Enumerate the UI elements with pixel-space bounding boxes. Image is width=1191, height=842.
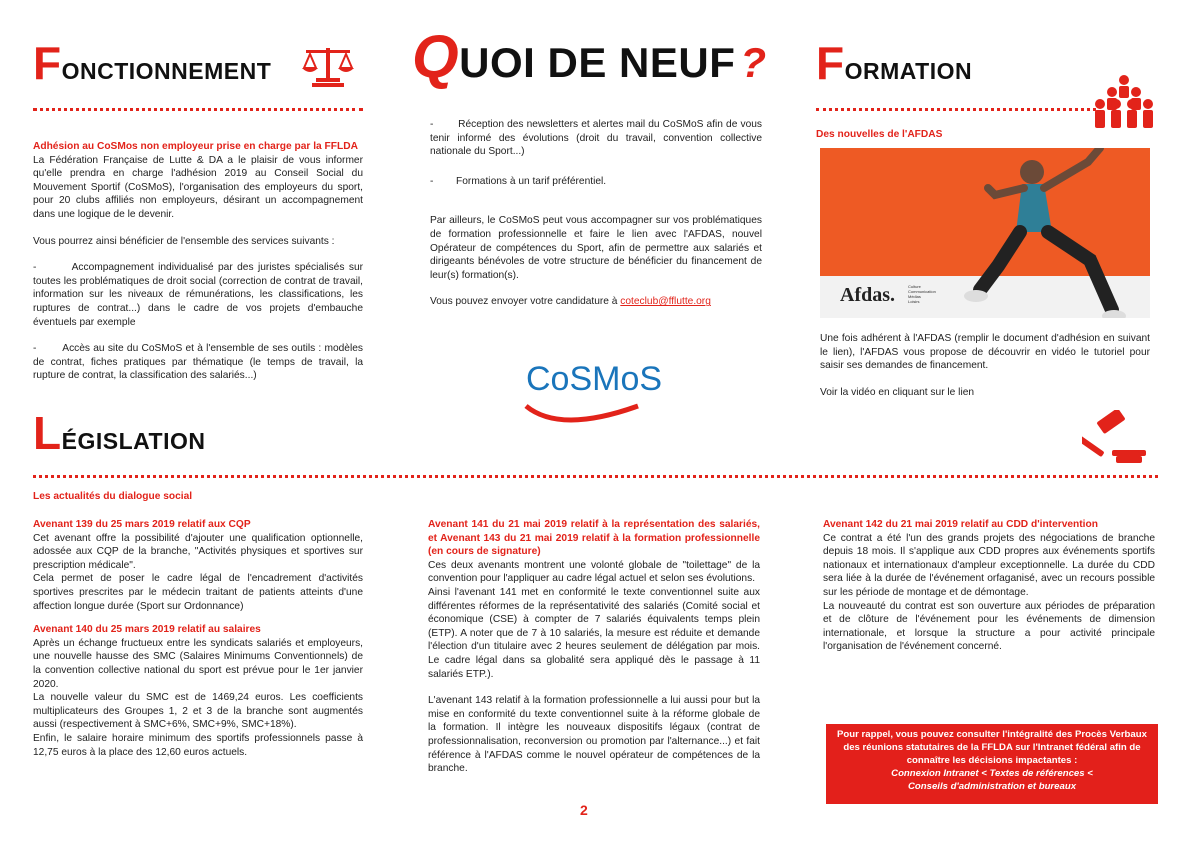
callout-path[interactable]: Conseils d'administration et bureaux xyxy=(907,781,1077,792)
fonctionnement-body xyxy=(33,140,363,383)
jumping-man-illustration xyxy=(940,148,1140,318)
formation-subtitle: Des nouvelles de l'AFDAS xyxy=(816,129,943,140)
legislation-column-3 xyxy=(823,518,1155,654)
paragraph: - Formations à un tarif préférentiel. xyxy=(430,175,607,187)
subtitle: Adhésion au CoSMos non employeur prise en charge par la FFLDA xyxy=(33,141,358,152)
divider xyxy=(816,108,1096,111)
paragraph: - Réception des newsletters et alertes mail du CoSMoS afin de vous tenir informé des évolutions (droit du travail, convention collective nationale du Sport...) xyxy=(430,119,762,158)
paragraph: Après un échange fructueux entre les syndicats salariés et employeurs, une nouvelle hausse des SMC (Salaires Minimums Conventionnels) de la convention collective national du sport est prévue pour le 1er janvier 2020. xyxy=(33,637,363,690)
heading: Avenant 140 du 25 mars 2019 relatif au salaires xyxy=(33,624,261,636)
callout-text: Pour rappel, vous pouvez consulter l'intégralité des Procès Verbaux des réunions statutaires de la FFLDA sur l'Intranet fédéral afin de connaître les décisions impactantes : xyxy=(837,729,1147,766)
paragraph: - Accès au site du CoSMoS et à l'ensemble de ses outils : modèles de contrat, fiches pratiques par thématique (le temps de travail, la rupture de contrat, la classification des salariés...) xyxy=(33,343,363,382)
paragraph: La nouveauté du contrat est son ouverture aux périodes de préparation et de clôture de l'événement pour les événements de dimension internationale, et lorsque la structure a pour activité principale l'organisation de l'événement concerné. xyxy=(823,600,1155,653)
paragraph: Ces deux avenants montrent une volonté globale de "toilettage" de la convention pour l'appliquer au cadre légal actuel et selon ses évolutions. xyxy=(428,559,760,585)
small-text: Médias xyxy=(908,294,921,299)
title-mark: ? xyxy=(740,39,767,86)
title-initial: F xyxy=(33,37,62,89)
paragraph: Ce contrat a été l'un des grands projets des négociations de branche depuis 18 mois. Il s'applique aux CDD propres aux événements sportifs nationaux et internationaux d'ampleur exceptionnelle. La durée du CDD sera liée à la durée de l'événement orfaganisé, avec un recours possible sur les période de montage et de démontage. xyxy=(823,532,1155,598)
title-rest: ÉGISLATION xyxy=(61,428,206,454)
legislation-subtitle: Les actualités du dialogue social xyxy=(33,491,193,502)
paragraph: - Accompagnement individualisé par des juristes spécialisés sur toutes les problématiques de droit social (correction de contrat de travail, information sur les niveaux de rémunérations, les classifications, les ruptures de contrat...) dans le cadre de vos projets d'embauche éventuels par exemple xyxy=(33,262,363,328)
cosmos-logo-text: CoSMoS xyxy=(526,360,663,398)
paragraph: Par ailleurs, le CoSMoS peut vous accompagner sur vos problématiques de formation professionnelle et faire le lien avec l'AFDAS, nouvel Opérateur de compétences du Sport, afin de permettre aux salariés et dirigeants bénévoles de votre structure de bénéficier du financement de leur(s) formation(s). xyxy=(430,215,762,281)
paragraph: Ainsi l'avenant 141 met en conformité le texte conventionnel suite aux différentes réformes de la représentativité des salariés (Comité social et économique (CSE) à compter de 7 salariés équivalents temps plein (ETP). A noter que de 7 à 10 salariés, la mesure est réduite et demande l'élection d'un titulaire avec 2 heures seulement de délégation par mois. Le cadre légal dans sa globalité sera appliqué dès le passage à 11 salariés ETP.). xyxy=(428,586,760,680)
title-rest: UOI DE NEUF xyxy=(459,39,736,86)
afdas-logo-text: Afdas. xyxy=(840,284,896,306)
divider xyxy=(33,475,1158,478)
paragraph: La Fédération Française de Lutte & DA a le plaisir de vous informer qu'elle prendra en charge l'adhésion 2019 au Conseil Social du Mouvement Sportif (CoSMoS), l'organisation des employeurs du sport, pour 20 clubs affiliés non employeurs, désirant un accompagnement dans une logique de le devenir. xyxy=(33,154,363,220)
heading: Avenant 142 du 21 mai 2019 relatif au CDD d'intervention xyxy=(823,519,1098,530)
small-text: Loisirs xyxy=(908,299,920,304)
paragraph: Une fois adhérent à l'AFDAS (remplir le document d'adhésion en suivant le lien), l'AFDAS vous propose de découvrir en vidéo le tutoriel pour saisir ses demandes de financement. xyxy=(820,333,1150,372)
paragraph: La nouvelle valeur du SMC est de 1469,24 euros. Les coefficients multiplicateurs des Groupes 1, 2 et 3 de la branche sont augmentés aussi (respectivement à SMC+6%, SMC+9%, SMC+18%). xyxy=(33,692,363,731)
group-of-people-icon xyxy=(1094,74,1154,130)
afdas-banner-image xyxy=(820,148,1150,318)
paragraph: L'avenant 143 relatif à la formation professionnelle a lui aussi pour but la mise en conformité du texte conventionnel suite à la réforme globale de la formation. Il intègre les nouveaux dispositifs légaux (contrat de professionnalisation, reconversion ou promotion par l'alternance...) et fait référence à l'AFDAS comme le nouvel opérateur de compétences de la branche. xyxy=(428,695,760,775)
divider xyxy=(33,108,363,111)
paragraph: Enfin, le salaire horaire minimum des sportifs professionnels passe à 12,75 euros à la place des 12,60 euros actuels. xyxy=(33,732,363,758)
video-link-text[interactable]: Voir la vidéo en cliquant sur le lien xyxy=(820,386,975,398)
title-initial: Q xyxy=(412,23,460,90)
section-title-quoi-de-neuf xyxy=(412,22,766,91)
section-title-formation xyxy=(816,36,972,90)
section-title-fonctionnement xyxy=(33,36,271,90)
quoi-body xyxy=(430,118,762,309)
heading: Avenant 139 du 25 mars 2019 relatif aux CQP xyxy=(33,519,251,530)
scales-icon xyxy=(300,44,356,90)
title-rest: ORMATION xyxy=(844,58,973,84)
section-title-legislation xyxy=(33,406,205,460)
gavel-icon xyxy=(1082,410,1148,468)
legislation-column-2 xyxy=(428,518,760,776)
title-initial: L xyxy=(33,407,62,459)
paragraph: Cela permet de poser le cadre légal de l'encadrement d'activités sportives prescrites par le médecin traitant de patients atteints d'une affection longue durée (Sport sur Ordonnance) xyxy=(33,573,363,612)
cosmos-logo xyxy=(520,360,670,430)
formation-body xyxy=(820,332,1150,399)
paragraph: Cet avenant offre la possibilité d'ajouter une qualification optionnelle, adossée aux CQP de la branche, "Activités physiques et sportives sur prescription médicale". xyxy=(33,532,363,571)
afdas-logo xyxy=(840,284,895,307)
callout-path[interactable]: Connexion Intranet < Textes de références < xyxy=(891,768,1093,779)
legislation-column-1 xyxy=(33,518,363,759)
heading: Avenant 141 du 21 mai 2019 relatif à la représentation des salariés, et Avenant 143 du 21 mai 2019 relatif à la formation professionnelle (en cours de signature) xyxy=(428,519,760,558)
title-rest: ONCTIONNEMENT xyxy=(61,58,272,84)
text: Vous pouvez envoyer votre candidature à xyxy=(430,296,621,308)
small-text: Culture xyxy=(908,284,921,289)
small-text: Communication xyxy=(908,289,936,294)
reminder-callout xyxy=(826,724,1158,804)
title-initial: F xyxy=(816,37,845,89)
page-number: 2 xyxy=(580,802,588,818)
email-link[interactable]: coteclub@fflutte.org xyxy=(620,296,711,308)
afdas-small-text xyxy=(908,284,936,304)
paragraph: Vous pourrez ainsi bénéficier de l'ensemble des services suivants : xyxy=(33,235,335,247)
